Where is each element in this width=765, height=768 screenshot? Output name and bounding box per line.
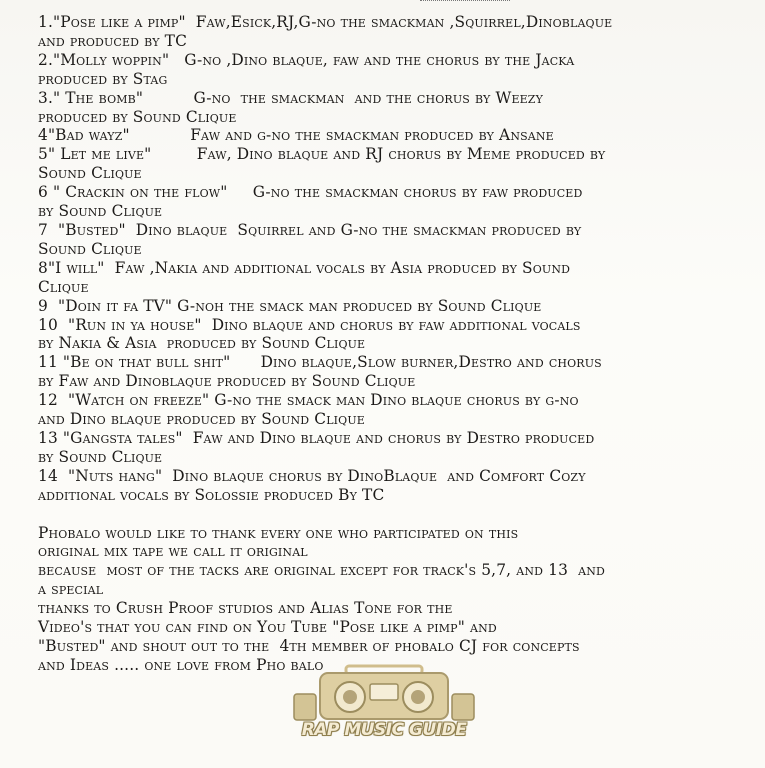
track-4: 4"Bad wayz" Faw and g-no the smackman produced by Ansane (38, 126, 554, 145)
track-1: 1."Pose like a pimp" Faw,Esick,RJ,G-no the smackman ,Squirrel,Dinoblaque and produced by TC (38, 13, 613, 50)
boombox-icon (286, 664, 482, 726)
thanks-line-5: "Busted" and shout out to the 4th member of phobalo CJ for concepts and Ideas ..... one love from Pho balo (38, 637, 580, 674)
track-10: 10 "Run in ya house" Dino blaque and chorus by faw additional vocals by Nakia & Asia produced by Sound Clique (38, 315, 581, 353)
thanks-line-1: Phobalo would like to thank every one who participated on this original mix tape we call it original (38, 523, 519, 561)
thanks-line-3: thanks to Crush Proof studios and Alias Tone for the (38, 599, 453, 618)
track-5: 5" Let me live" Faw, Dino blaque and RJ chorus by Meme produced by Sound Clique (38, 145, 606, 183)
watermark-logo (286, 664, 482, 754)
track-11: 11 "Be on that bull shit" Dino blaque,Slow burner,Destro and chorus by Faw and Dinoblaque produced by Sound Clique (38, 353, 602, 391)
thanks-line-4: Video's that you can find on You Tube "Pose like a pimp" and (38, 618, 497, 637)
watermark-text: RAP MUSIC GUIDE (301, 720, 467, 740)
track-8: 8"I will" Faw ,Nakia and additional vocals by Asia produced by Sound Clique (38, 258, 571, 296)
thanks-line-2: because most of the tacks are original except for track's 5,7, and 13 and a special (38, 561, 605, 599)
scan-edge (420, 0, 510, 7)
liner-notes (38, 13, 738, 675)
track-7: 7 "Busted" Dino blaque Squirrel and G-no the smackman produced by Sound Clique (38, 220, 582, 258)
track-13: 13 "Gangsta tales" Faw and Dino blaque and chorus by Destro produced by Sound Clique (38, 428, 595, 466)
track-14: 14 "Nuts hang" Dino blaque chorus by DinoBlaque and Comfort Cozy additional vocals by Solossie produced By TC (38, 466, 586, 504)
track-6: 6 " Crackin on the flow" G-no the smackman chorus by faw produced by Sound Clique (38, 183, 583, 221)
track-12: 12 "Watch on freeze" G-no the smack man Dino blaque chorus by g-no and Dino blaque produced by Sound Clique (38, 391, 579, 429)
track-2: 2."Molly woppin" G-no ,Dino blaque, faw and the chorus by the Jacka produced by Stag (38, 50, 575, 88)
section-spacer (38, 505, 738, 524)
track-3: 3." The bomb" G-no the smackman and the chorus by Weezy produced by Sound Clique (38, 88, 544, 126)
track-9: 9 "Doin it fa TV" G-noh the smack man produced by Sound Clique (38, 296, 542, 315)
